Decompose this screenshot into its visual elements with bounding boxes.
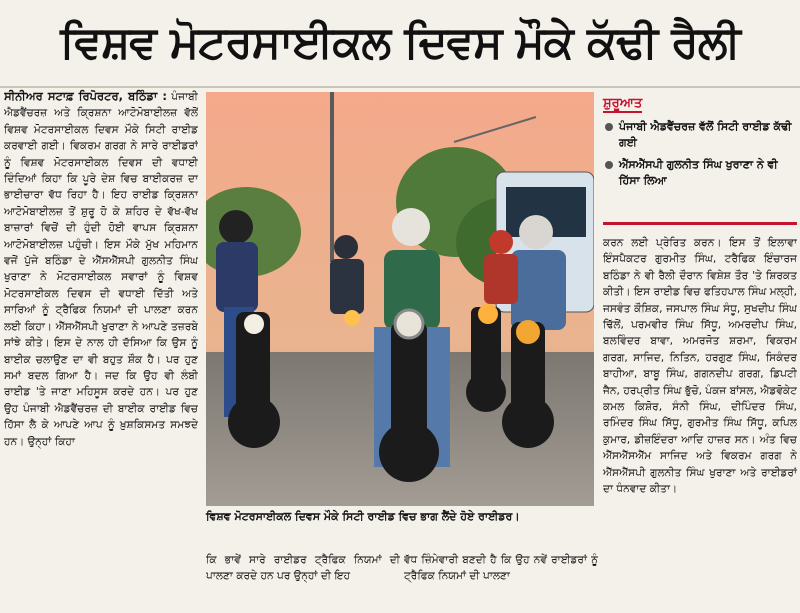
bullet-icon xyxy=(605,123,613,131)
highlights-title: ਸ਼ੁਰੂਆਤ xyxy=(603,96,643,111)
highlights-box xyxy=(603,92,797,225)
headline: ਵਿਸ਼ਵ ਮੋਟਰਸਾਈਕਲ ਦਿਵਸ ਮੌਕੇ ਕੱਢੀ ਰੈਲੀ xyxy=(60,16,740,68)
article-column-3: ਵੱਧ ਜ਼ਿੰਮੇਵਾਰੀ ਬਣਦੀ ਹੈ ਕਿ ਉਹ ਨਵੇਂ ਰਾਈਡਰਾਂ ਨੂੰ ਟ੍ਰੈਫਿਕ ਨਿਯਮਾਂ ਦੀ ਪਾਲਣਾ xyxy=(404,554,598,583)
riders-illustration xyxy=(206,92,594,506)
article-column-1 xyxy=(4,88,198,608)
photo-caption: ਵਿਸ਼ਵ ਮੋਟਰਸਾਈਕਲ ਦਿਵਸ ਮੌਕੇ ਸਿਟੀ ਰਾਈਡ ਵਿਚ ਭਾਗ ਲੈਂਦੇ ਹੋਏ ਰਾਈਡਰ। xyxy=(206,510,520,523)
bullet-icon xyxy=(605,161,613,169)
highlight-item: ਐੱਸਐੱਸਪੀ ਗੁਲਨੀਤ ਸਿੰਘ ਖੁਰਾਣਾ ਨੇ ਵੀ ਹਿੱਸਾ ਲਿਆ xyxy=(603,157,797,189)
article-column-2: ਕਿ ਭਾਵੇਂ ਸਾਰੇ ਰਾਈਡਰ ਟ੍ਰੈਫਿਕ ਨਿਯਮਾਂ ਦੀ ਪਾਲਣਾ ਕਰਦੇ ਹਨ ਪਰ ਉਨ੍ਹਾਂ ਦੀ ਇਹ xyxy=(206,554,400,583)
article-column-4: ਕਰਨ ਲਈ ਪ੍ਰੇਰਿਤ ਕਰਨ। ਇਸ ਤੋਂ ਇਲਾਵਾ ਇੰਸਪੈਕਟਰ ਗੁਰਮੀਤ ਸਿੰਘ, ਟਰੈਫਿਕ ਇੰਚਾਰਜ ਬਠਿੰਡਾ ਨੇ ਵੀ ਰੈਲੀ ਦੌਰਾਨ ਵਿਸ਼ੇਸ਼ ਤੌਰ 'ਤੇ ਸ਼ਿਰਕਤ ਕੀਤੀ। ਇਸ ਰਾਈਡ ਵਿਚ ਫਤਿਹਪਾਲ ਸਿੰਘ ਮਲ੍ਹੀ, ਜਸਵੰਤ ਕੌਸ਼ਿਕ, ਜਸਪਾਲ ਸਿੰਘ ਸੰਧੂ, ਸੁਖਦੀਪ ਸਿੰਘ ਢਿੱਲੋਂ, ਪਰਮਵੀਰ ਸਿੰਘ ਸਿੱਧੂ, ਅਮਰਦੀਪ ਸਿੰਘ, ਬਲਵਿੰਦਰ ਬਾਵਾ, ਅਮਰਜੋਤ ਸ਼ਰਮਾ, ਵਿਕਰਮ ਗਰਗ, ਸਾਜਿਦ, ਨਿਤਿਨ, ਹਰਗੁਣ ਸਿੰਘ, ਸਿਕੰਦਰ ਬਾਹੀਆ, ਬਾਬੂ ਸਿੰਘ, ਗਗਨਦੀਪ ਗਰਗ, ਡਿਪਟੀ ਜੈਨ, ਹਰਪ੍ਰੀਤ ਸਿੰਘ ਭੁੱਚੋ, ਪੰਕਜ ਬਾਂਸਲ, ਐਡਵੋਕੇਟ ਕਮਲ ਕਿਸ਼ੋਰ, ਸੰਨੀ ਸਿੰਘ, ਦੀਪਿੰਦਰ ਸਿੰਘ, ਰਮਿੰਦਰ ਸਿੰਘ ਸਿੱਧੂ, ਗੁਰਮੀਤ ਸਿੰਘ ਸਿੱਧੂ, ਕਪਿਲ ਕੁਮਾਰ, ਡੀਜ਼ਇੰਦਰਾ ਆਦਿ ਹਾਜ਼ਰ ਸਨ। ਅੰਤ ਵਿਚ ਐੱਸਐੱਸਐੱਮ ਸਾਜਿਦ ਅਤੇ ਵਿਕਰਮ ਗਰਗ ਨੇ ਐੱਸਐੱਸਪੀ ਗੁਲਨੀਤ ਸਿੰਘ ਖੁਰਾਣਾ ਅਤੇ ਰਾਈਡਰਾਂ ਦਾ ਧੰਨਵਾਦ ਕੀਤਾ। xyxy=(603,237,797,496)
rally-photo xyxy=(206,92,594,506)
byline: ਸੀਨੀਅਰ ਸਟਾਫ਼ ਰਿਪੋਰਟਰ, ਬਠਿੰਡਾ : xyxy=(4,89,167,103)
article-body-1: ਪੰਜਾਬੀ ਐਡਵੈਂਚਰਜ਼ ਅਤੇ ਕ੍ਰਿਸ਼ਨਾ ਆਟੋਮੋਬਾਈਲਜ਼ ਵੱਲੋਂ ਵਿਸ਼ਵ ਮੋਟਰਸਾਈਕਲ ਦਿਵਸ ਮੌਕੇ ਸਿਟੀ ਰਾਈਡ ਕਰਵਾਈ ਗਈ। ਵਿਕਰਮ ਗਰਗ ਨੇ ਸਾਰੇ ਰਾਈਡਰਾਂ ਨੂੰ ਵਿਸ਼ਵ ਮੋਟਰਸਾਈਕਲ ਦਿਵਸ ਦੀ ਵਧਾਈ ਦਿੰਦਿਆਂ ਕਿਹਾ ਕਿ ਪੂਰੇ ਦੇਸ਼ ਵਿਚ ਬਾਈਕਰਜ਼ ਦਾ ਭਾਈਚਾਰਾ ਵੱਧ ਰਿਹਾ ਹੈ। ਇਹ ਰਾਈਡ ਕ੍ਰਿਸ਼ਨਾ ਆਟੋਮੋਬਾਈਲਜ਼ ਤੋਂ ਸ਼ੁਰੂ ਹੋ ਕੇ ਸ਼ਹਿਰ ਦੇ ਵੱਖ-ਵੱਖ ਬਾਜ਼ਾਰਾਂ ਵਿਚੋਂ ਦੀ ਹੁੰਦੀ ਹੋਈ ਵਾਪਸ ਕ੍ਰਿਸ਼ਨਾ ਆਟੋਮੋਬਾਈਲਜ਼ ਪਹੁੰਚੀ। ਇਸ ਮੌਕੇ ਮੁੱਖ ਮਹਿਮਾਨ ਵਜੋਂ ਪੁੱਜੇ ਬਠਿੰਡਾ ਦੇ ਐੱਸਐੱਸਪੀ ਗੁਲਨੀਤ ਸਿੰਘ ਖੁਰਾਣਾ ਨੇ ਮੋਟਰਸਾਈਕਲ ਸਵਾਰਾਂ ਨੂੰ ਵਿਸ਼ਵ ਮੋਟਰਸਾਈਕਲ ਦਿਵਸ ਦੀ ਵਧਾਈ ਦਿੱਤੀ ਅਤੇ ਸਾਰਿਆਂ ਨੂੰ ਟ੍ਰੈਫਿਕ ਨਿਯਮਾਂ ਦੀ ਪਾਲਣਾ ਕਰਨ ਲਈ ਕਿਹਾ। ਐੱਸਐੱਸਪੀ ਖੁਰਾਣਾ ਨੇ ਆਪਣੇ ਤਜ਼ਰਬੇ ਸਾਂਝੇ ਕੀਤੇ। ਇਸ ਦੇ ਨਾਲ ਹੀ ਦੱਸਿਆ ਕਿ ਉਸ ਨੂੰ ਬਾਈਕ ਚਲਾਉਣ ਦਾ ਵੀ ਬਹੁਤ ਸ਼ੌਕ ਹੈ। ਪਰ ਹੁਣ ਸਮਾਂ ਬਦਲ ਗਿਆ ਹੈ। ਜਦ ਕਿ ਉਹ ਵੀ ਲੰਬੀ ਰਾਈਡ 'ਤੇ ਜਾਣਾ ਮਹਿਸੂਸ ਕਰਦੇ ਹਨ। ਪਰ ਹੁਣ ਉਹ ਪੰਜਾਬੀ ਐਡਵੈਂਚਰਜ਼ ਦੀ ਬਾਈਕ ਰਾਈਡ ਵਿਚ ਹਿੱਸਾ ਲੈ ਕੇ ਆਪਣੇ ਆਪ ਨੂੰ ਖ਼ੁਸ਼ਕਿਸਮਤ ਸਮਝਦੇ ਹਨ। ਉਨ੍ਹਾਂ ਕਿਹਾ xyxy=(4,91,198,448)
highlight-item: ਪੰਜਾਬੀ ਐਡਵੈਂਚਰਜ਼ ਵੱਲੋਂ ਸਿਟੀ ਰਾਈਡ ਕੱਢੀ ਗਈ xyxy=(603,119,797,151)
